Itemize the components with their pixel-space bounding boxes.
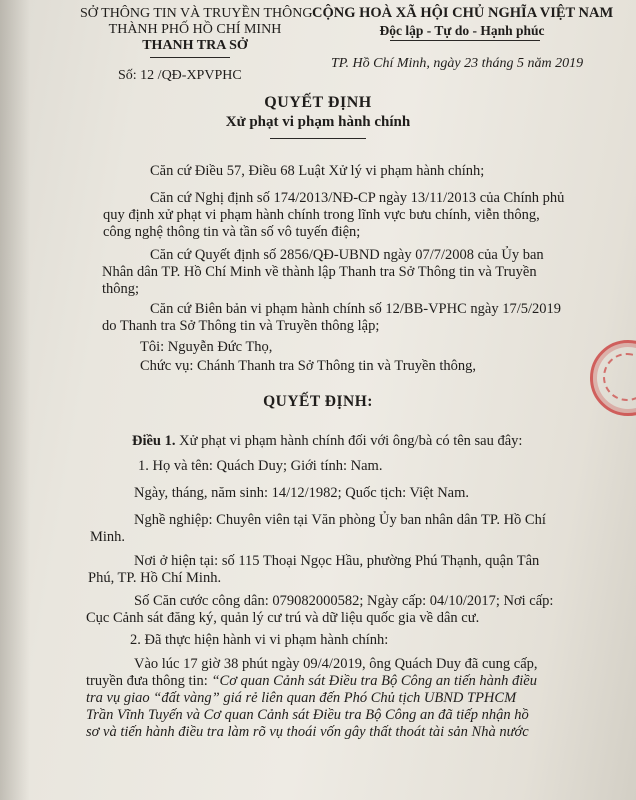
preamble-line: Căn cứ Quyết định số 2856/QĐ-UBND ngày 07/7/2008 của Ủy ban bbox=[150, 247, 544, 263]
preamble-line: do Thanh tra Sở Thông tin và Truyền thông lập; bbox=[102, 318, 380, 334]
nation-underline bbox=[390, 40, 540, 41]
preamble-line: Căn cứ Điều 57, Điều 68 Luật Xử lý vi phạm hành chính; bbox=[150, 163, 485, 179]
preamble-line: Nhân dân TP. Hồ Chí Minh về thành lập Thanh tra Sở Thông tin và Truyền bbox=[102, 264, 537, 280]
person-name: 1. Họ và tên: Quách Duy; Giới tính: Nam. bbox=[138, 458, 383, 474]
document-subtitle: Xử phạt vi phạm hành chính bbox=[225, 114, 411, 130]
person-job: Minh. bbox=[90, 529, 126, 545]
article1-text: Xử phạt vi phạm hành chính đối với ông/bà có tên sau đây: bbox=[175, 433, 523, 449]
preamble-line: Căn cứ Nghị định số 174/2013/NĐ-CP ngày 13/11/2013 của Chính phủ bbox=[150, 190, 565, 206]
agency-line2: THÀNH PHỐ HỒ CHÍ MINH bbox=[108, 22, 282, 37]
person-dob: Ngày, tháng, năm sinh: 14/12/1982; Quốc tịch: Việt Nam. bbox=[134, 485, 470, 501]
place-date: TP. Hồ Chí Minh, ngày 23 tháng 5 năm 2019 bbox=[331, 56, 584, 71]
preamble-line: Căn cứ Biên bản vi phạm hành chính số 12/BB-VPHC ngày 17/5/2019 bbox=[150, 301, 562, 317]
document-number: Số: 12 /QĐ-XPVPHC bbox=[118, 68, 242, 83]
preamble-line: thông; bbox=[102, 281, 140, 297]
narrative-plain: truyền đưa thông tin: bbox=[86, 673, 212, 689]
person-job: Nghề nghiệp: Chuyên viên tại Văn phòng Ủy ban nhân dân TP. Hồ Chí bbox=[134, 512, 546, 528]
agency-line1: SỞ THÔNG TIN VÀ TRUYỀN THÔNG bbox=[80, 6, 313, 21]
narrative-quote: sơ và tiến hành điều tra làm rõ vụ thoái vốn gây thất thoát tài sản Nhà nước bbox=[86, 724, 529, 740]
person-id: Cục Cảnh sát đăng ký, quản lý cư trú và dữ liệu quốc gia về dân cư. bbox=[86, 610, 480, 626]
person-address: Phú, TP. Hồ Chí Minh. bbox=[88, 570, 222, 586]
preamble-line: công nghệ thông tin và tần số vô tuyến điện; bbox=[103, 224, 361, 240]
decision-heading: QUYẾT ĐỊNH: bbox=[263, 393, 373, 410]
article1-label: Điều 1. bbox=[132, 433, 176, 449]
person-id: Số Căn cước công dân: 079082000582; Ngày cấp: 04/10/2017; Nơi cấp: bbox=[134, 593, 554, 609]
nation-line1: CỘNG HOÀ XÃ HỘI CHỦ NGHĨA VIỆT NAM bbox=[312, 5, 614, 21]
agency-underline bbox=[150, 57, 230, 58]
article1-heading bbox=[132, 433, 522, 450]
violation-heading: 2. Đã thực hiện hành vi vi phạm hành chính: bbox=[130, 632, 389, 648]
agency-line3: THANH TRA SỞ bbox=[142, 38, 248, 53]
preamble-line: quy định xử phạt vi phạm hành chính trong lĩnh vực bưu chính, viễn thông, bbox=[103, 207, 540, 223]
person-address: Nơi ở hiện tại: số 115 Thoại Ngọc Hầu, phường Phú Thạnh, quận Tân bbox=[134, 553, 540, 569]
narrative-line: Vào lúc 17 giờ 38 phút ngày 09/4/2019, ông Quách Duy đã cung cấp, bbox=[134, 656, 538, 672]
narrative-quote: tra vụ giao “đất vàng” giá rẻ liên quan đến Phó Chủ tịch UBND TPHCM bbox=[86, 690, 517, 706]
signer-name: Tôi: Nguyễn Đức Thọ, bbox=[140, 339, 273, 355]
title-underline bbox=[270, 138, 366, 139]
narrative-quote: Trần Vĩnh Tuyến và Cơ quan Cảnh sát Điều tra Bộ Công an đã tiếp nhận hồ bbox=[86, 707, 529, 723]
narrative-line bbox=[86, 673, 537, 690]
narrative-quote: “Cơ quan Cảnh sát Điều tra Bộ Công an tiến hành điều bbox=[211, 673, 537, 689]
nation-line2: Độc lập - Tự do - Hạnh phúc bbox=[379, 23, 545, 38]
signer-position: Chức vụ: Chánh Thanh tra Sở Thông tin và Truyền thông, bbox=[140, 358, 476, 374]
document-title: QUYẾT ĐỊNH bbox=[264, 94, 372, 111]
